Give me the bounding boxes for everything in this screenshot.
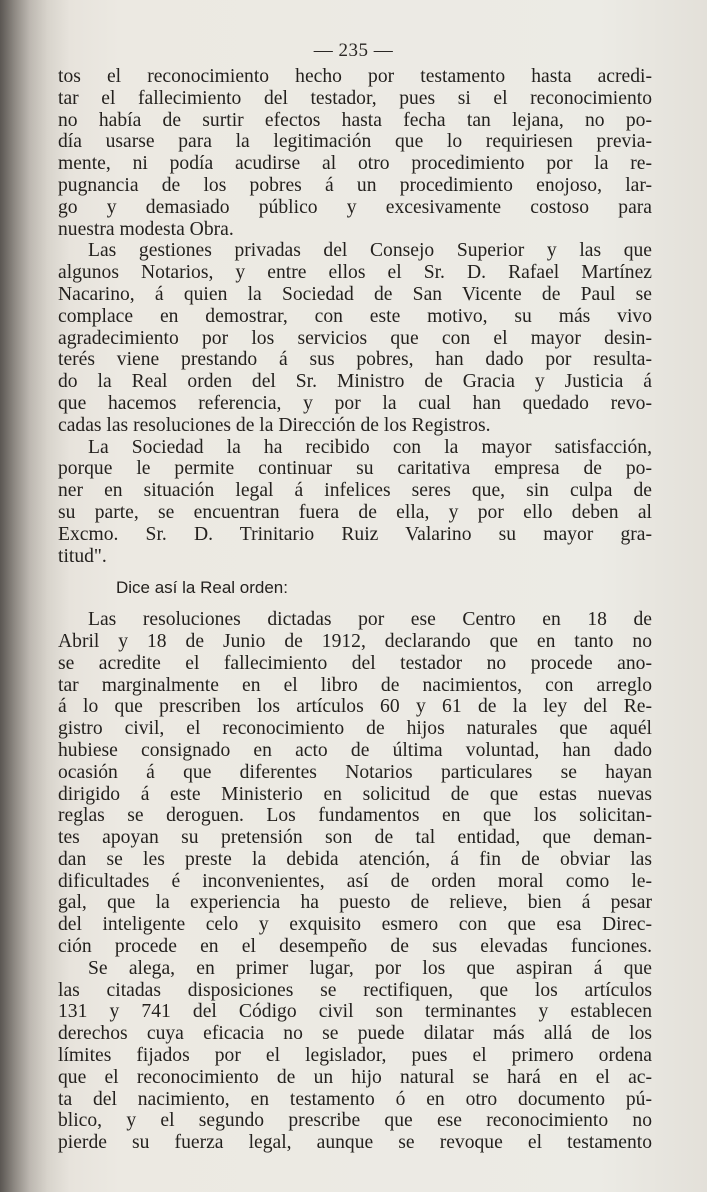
text-line: dan se les preste la debida atención, á fin de obviar las [58,848,652,870]
text-line: no había de surtir efectos hasta fecha tan lejana, no po- [58,109,652,131]
paragraph-5 [58,958,652,1154]
text-line: Abril y 18 de Junio de 1912, declarando que en tanto no [58,630,652,652]
text-line: pugnancia de los pobres á un procedimiento enojoso, lar- [58,174,652,196]
text-line: do la Real orden del Sr. Ministro de Gracia y Justicia á [58,371,652,393]
text-line: algunos Notarios, y entre ellos el Sr. D. Rafael Martínez [58,262,652,284]
paragraph-3 [58,437,652,568]
paragraph-1 [58,66,652,240]
paragraph-4 [58,609,652,958]
text-line: que hacemos referencia, y por la cual han quedado revo- [58,392,652,414]
text-line: dirigido á este Ministerio en solicitud de que estas nuevas [58,783,652,805]
text-line: Se alega, en primer lugar, por los que aspiran á que [88,957,652,979]
page-number: — 235 — [313,40,394,61]
text-line: cadas las resoluciones de la Dirección de los Registros. [58,414,491,436]
text-line: mente, ni podía acudirse al otro procedimiento por la re- [58,153,652,175]
text-line: gistro civil, el reconocimiento de hijos naturales que aquél [58,718,652,740]
text-line: complace en demostrar, con este motivo, su más vivo [58,305,652,327]
text-line: blico, y el segundo prescribe que ese reconocimiento no [58,1110,652,1132]
text-line: las citadas disposiciones se rectifiquen, que los artículos [58,979,652,1001]
text-line: tes apoyan su pretensión son de tal entidad, que deman- [58,827,652,849]
section-caption: Dice así la Real orden: [116,578,288,598]
text-line: ción procede en el desempeño de sus elevadas funciones. [58,936,652,958]
text-line: tar marginalmente en el libro de nacimientos, con arreglo [58,674,652,696]
text-line: tos el reconocimiento hecho por testamento hasta acredi- [58,66,652,87]
text-line: Excmo. Sr. D. Trinitario Ruiz Valarino su mayor gra- [58,523,652,545]
text-line: dificultades é inconvenientes, así de orden moral como le- [58,870,652,892]
text-line: á lo que prescriben los artículos 60 y 61 de la ley del Re- [58,696,652,718]
text-line: Nacarino, á quien la Sociedad de San Vicente de Paul se [58,283,652,305]
text-line: La Sociedad la ha recibido con la mayor satisfacción, [88,436,652,458]
text-line: go y demasiado público y excesivamente costoso para [58,196,652,218]
text-line: Las resoluciones dictadas por ese Centro en 18 de [88,609,652,631]
text-line: ocasión á que diferentes Notarios particulares se hayan [58,761,652,783]
text-line: pierde su fuerza legal, aunque se revoque el testamento [58,1132,652,1154]
text-line: Las gestiones privadas del Consejo Superior y las que [88,240,652,262]
text-line: nuestra modesta Obra. [58,218,234,240]
text-line: ner en situación legal á infelices seres que, sin culpa de [58,480,652,502]
text-line: derechos cuya eficacia no se puede dilatar más allá de los [58,1023,652,1045]
text-line: gal, que la experiencia ha puesto de relieve, bien á pesar [58,892,652,914]
text-line: agradecimiento por los servicios que con el mayor desin- [58,327,652,349]
text-line: tar el fallecimiento del testador, pues si el reconocimiento [58,87,652,109]
page-body [58,66,652,1154]
text-line: terés viene prestando á sus pobres, han dado por resulta- [58,349,652,371]
text-line: del inteligente celo y exquisito esmero con que esa Direc- [58,914,652,936]
text-line: límites fijados por el legislador, pues el primero ordena [58,1045,652,1067]
text-line: su parte, se encuentran fuera de ella, y por ello deben al [58,501,652,523]
text-line: se acredite el fallecimiento del testador no procede ano- [58,652,652,674]
text-line: 131 y 741 del Código civil son terminantes y establecen [58,1001,652,1023]
text-line: porque le permite continuar su caritativa empresa de po- [58,458,652,480]
text-line: hubiese consignado en acto de última voluntad, han dado [58,739,652,761]
text-line: titud". [58,545,107,567]
paragraph-2 [58,240,652,436]
text-line: día usarse para la legitimación que lo requiriesen previa- [58,131,652,153]
text-line: reglas se deroguen. Los fundamentos en que los solicitan- [58,805,652,827]
text-line: que el reconocimiento de un hijo natural se hará en el ac- [58,1066,652,1088]
text-line: ta del nacimiento, en testamento ó en otro documento pú- [58,1088,652,1110]
